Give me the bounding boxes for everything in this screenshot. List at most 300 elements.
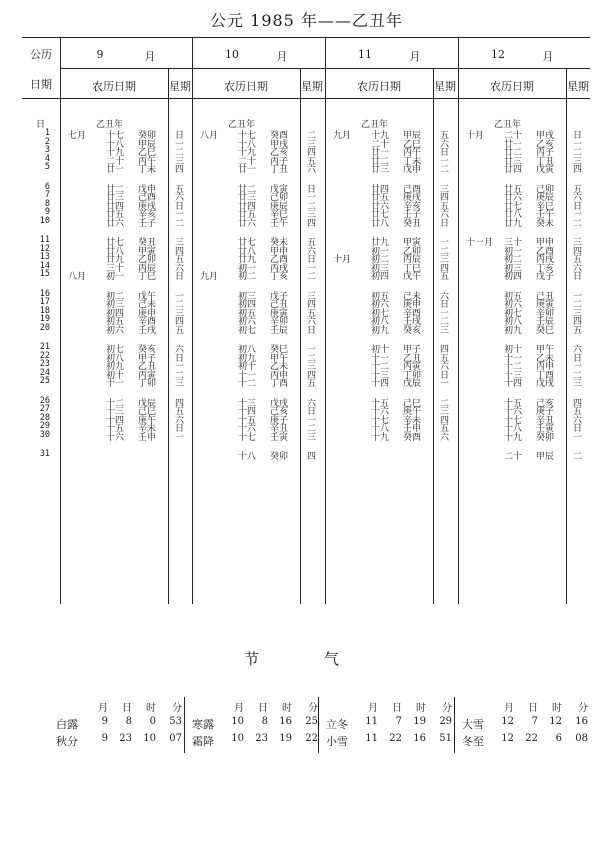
lunar-day: 初六	[238, 317, 257, 328]
jieqi-value: 12	[501, 733, 514, 744]
col-divider	[566, 68, 567, 604]
weekday: 六	[307, 246, 317, 257]
jieqi-title: 节 气	[244, 650, 369, 668]
ganzhi: 壬寅	[536, 424, 555, 435]
jieqi-head: 月	[234, 703, 244, 714]
day-number: 7	[44, 190, 50, 201]
col-divider	[60, 37, 61, 604]
weekday: 日	[307, 325, 317, 336]
lunar-day: 初六	[106, 325, 125, 336]
day-number: 9	[44, 207, 50, 218]
jieqi-value: 11	[365, 716, 378, 727]
ganzhi: 甲申	[270, 246, 289, 257]
ganzhi: 乙未	[270, 362, 289, 373]
lunar-day: 初七	[106, 345, 125, 355]
jieqi-name: 冬至	[462, 735, 484, 748]
weekday: 三	[307, 291, 317, 302]
lunar-day: 廿九	[106, 255, 125, 266]
ganzhi: 庚午	[403, 407, 422, 418]
ganzhi: 丙午	[138, 156, 157, 167]
lunar-day: 廿五	[106, 210, 125, 221]
weekday: 六	[307, 165, 317, 176]
weekday: 六	[573, 263, 583, 274]
lunar-day: 廿五	[371, 193, 390, 204]
lunar-day: 十八	[238, 452, 257, 462]
header-xingqi: 星期	[301, 80, 323, 93]
lunar-day: 初十	[238, 362, 257, 373]
weekday: 四	[440, 193, 450, 204]
day-number: 25	[39, 376, 50, 387]
ganzhi: 甲子	[403, 345, 422, 355]
weekday: 二	[307, 272, 317, 283]
weekday: 日	[307, 184, 317, 195]
day-number: 26	[39, 395, 50, 406]
ganzhi: 庚戌	[138, 201, 157, 212]
jieqi-name: 秋分	[56, 735, 78, 748]
weekday: 四	[440, 345, 450, 355]
weekday: 四	[307, 300, 317, 311]
ganzhi: 戊子	[270, 291, 289, 302]
ganzhi: 丙申	[270, 370, 289, 381]
weekday: 三	[440, 325, 450, 336]
day-number: 14	[39, 260, 50, 271]
day-number: 20	[39, 322, 50, 333]
lunar-day: 十六	[106, 432, 125, 443]
weekday: 二	[307, 131, 317, 141]
ganzhi: 壬戌	[138, 325, 157, 336]
lunar-day: 初一	[238, 263, 257, 274]
weekday: 六	[573, 415, 583, 426]
ganzhi: 己酉	[403, 184, 422, 195]
ganzhi: 乙未	[536, 353, 555, 364]
ganzhi: 癸丑	[403, 218, 422, 229]
weekday: 五	[573, 255, 583, 266]
jieqi-value: 22	[389, 733, 402, 744]
weekday: 五	[440, 131, 450, 141]
ganzhi: 乙酉	[536, 246, 555, 257]
jieqi-name: 小雪	[326, 735, 348, 748]
weekday: 日	[573, 272, 583, 283]
lunar-day: 廿九	[504, 218, 523, 229]
lunar-day: 十八	[238, 139, 257, 150]
weekday: 三	[175, 238, 185, 248]
weekday: 二	[175, 370, 185, 381]
ganzhi: 戊寅	[270, 184, 289, 195]
lunar-day: 十七	[504, 415, 523, 426]
weekday: 五	[440, 272, 450, 283]
lunar-day: 廿九	[238, 255, 257, 266]
ganzhi: 己巳	[403, 398, 422, 409]
lunar-day: 十七	[238, 432, 257, 443]
lunar-day: 廿八	[238, 246, 257, 257]
ganzhi: 丁未	[403, 156, 422, 167]
header-riqi: 日期	[30, 78, 52, 91]
lunar-day: 廿二	[238, 184, 257, 195]
jieqi-value: 08	[575, 733, 588, 744]
ganzhi: 癸未	[536, 218, 555, 229]
ganzhi: 壬申	[138, 432, 157, 443]
lunar-day: 十四	[504, 379, 523, 390]
ganzhi: 壬戌	[403, 317, 422, 328]
weekday: 六	[440, 291, 450, 302]
lunar-day: 初三	[504, 263, 523, 274]
day-number: 8	[44, 198, 50, 209]
header-month-unit: 月	[542, 50, 554, 63]
header-nongli: 农历日期	[357, 80, 401, 93]
ganzhi: 丁卯	[138, 379, 157, 390]
jieqi-value: 19	[413, 716, 426, 727]
day-number: 15	[39, 269, 50, 280]
ganzhi: 戊申	[138, 184, 157, 195]
ganzhi: 戊寅	[536, 165, 555, 176]
ganzhi: 甲午	[270, 353, 289, 364]
lunar-day: 十二	[106, 398, 125, 409]
ganzhi: 甲申	[536, 238, 555, 248]
day-number: 30	[39, 429, 50, 440]
day-number: 13	[39, 252, 50, 263]
jieqi-value: 0	[149, 716, 156, 727]
ganzhi: 癸卯	[138, 131, 157, 141]
lunar-day: 初四	[106, 308, 125, 319]
day-number: 24	[39, 367, 50, 378]
lunar-day: 初一	[371, 246, 390, 257]
weekday: 二	[307, 201, 317, 212]
jieqi-head: 分	[578, 703, 588, 714]
lunar-day: 十一	[106, 379, 125, 390]
weekday: 日	[175, 272, 185, 283]
lunar-day: 十一	[371, 353, 390, 364]
ganzhi: 丁酉	[270, 379, 289, 390]
header-month-unit: 月	[276, 50, 288, 63]
weekday: 二	[440, 398, 450, 409]
lunar-day: 廿四	[238, 201, 257, 212]
weekday: 日	[440, 218, 450, 229]
weekday: 一	[440, 238, 450, 248]
lunar-day: 十五	[106, 424, 125, 435]
jieqi-head: 日	[258, 703, 268, 714]
weekday: 五	[440, 353, 450, 364]
weekday: 三	[573, 308, 583, 319]
lunar-day: 初七	[238, 325, 257, 336]
lunar-day: 廿六	[106, 218, 125, 229]
header-gongli: 公历	[30, 48, 52, 61]
ganzhi: 己酉	[138, 193, 157, 204]
lunar-day: 廿八	[371, 218, 390, 229]
ganzhi: 癸巳	[536, 325, 555, 336]
lunar-day: 十八	[106, 139, 125, 150]
lunar-day: 十九	[106, 148, 125, 159]
lunar-day: 十九	[238, 148, 257, 159]
page-title: 公元 1985 年——乙丑年	[210, 11, 403, 30]
lunar-day: 十四	[371, 379, 390, 390]
ganzhi: 丙辰	[403, 255, 422, 266]
weekday: 三	[573, 238, 583, 248]
lunar-day: 廿九	[371, 238, 390, 248]
weekday: 五	[175, 184, 185, 195]
lunar-year-label: 乙丑年	[494, 120, 522, 130]
weekday: 二	[440, 246, 450, 257]
lunar-day: 十二	[238, 379, 257, 390]
weekday: 六	[175, 415, 185, 426]
weekday: 一	[573, 139, 583, 150]
weekday: 二	[175, 148, 185, 159]
jieqi-divider	[318, 697, 319, 753]
weekday: 五	[307, 156, 317, 167]
lunar-day: 廿四	[371, 184, 390, 195]
lunar-year-label: 乙丑年	[228, 120, 256, 130]
day-number: 28	[39, 412, 50, 423]
lunar-day: 二十	[238, 156, 257, 167]
jieqi-value: 23	[255, 733, 268, 744]
lunar-day: 初五	[504, 291, 523, 302]
jieqi-head: 日	[392, 703, 402, 714]
jieqi-head: 月	[98, 703, 108, 714]
ganzhi: 癸亥	[403, 325, 422, 336]
ganzhi: 甲寅	[138, 246, 157, 257]
lunar-day: 三十	[106, 263, 125, 274]
ganzhi: 己卯	[536, 184, 555, 195]
weekday: 四	[307, 452, 317, 462]
lunar-day: 十六	[238, 424, 257, 435]
day-number: 31	[39, 449, 50, 459]
ganzhi: 癸卯	[536, 432, 555, 443]
day-number: 21	[39, 342, 50, 352]
lunar-day: 初三	[371, 263, 390, 274]
ganzhi: 庚辰	[270, 201, 289, 212]
jieqi-head: 分	[442, 703, 452, 714]
weekday: 四	[573, 398, 583, 409]
weekday: 四	[440, 415, 450, 426]
lunar-day: 初十	[504, 345, 523, 355]
ganzhi: 甲寅	[403, 238, 422, 248]
lunar-day: 廿七	[238, 238, 257, 248]
ganzhi: 庚申	[403, 300, 422, 311]
ganzhi: 癸未	[270, 238, 289, 248]
weekday: 日	[307, 407, 317, 418]
ganzhi: 甲午	[536, 345, 555, 355]
jieqi-head: 月	[368, 703, 378, 714]
ganzhi: 乙巳	[403, 139, 422, 150]
ganzhi: 辛亥	[138, 210, 157, 221]
jieqi-value: 9	[101, 733, 108, 744]
ganzhi: 丙戌	[536, 255, 555, 266]
day-number: 12	[39, 243, 50, 254]
weekday: 二	[175, 218, 185, 229]
weekday: 日	[573, 424, 583, 435]
weekday: 三	[573, 379, 583, 390]
lunar-day: 十三	[238, 398, 257, 409]
ganzhi: 甲辰	[138, 139, 157, 150]
weekday: 三	[175, 308, 185, 319]
lunar-month-label: 十一月	[466, 238, 494, 248]
lunar-day: 二十	[371, 139, 390, 150]
header-nongli: 农历日期	[92, 80, 136, 93]
ganzhi: 己丑	[270, 300, 289, 311]
lunar-day: 十五	[371, 398, 390, 409]
weekday: 三	[440, 407, 450, 418]
weekday: 五	[573, 325, 583, 336]
header-month-unit: 月	[409, 50, 421, 63]
weekday: 日	[307, 255, 317, 266]
lunar-day: 廿七	[504, 201, 523, 212]
lunar-day: 初八	[106, 353, 125, 364]
lunar-day: 廿二	[504, 148, 523, 159]
ganzhi: 庚寅	[270, 308, 289, 319]
lunar-day: 十五	[238, 415, 257, 426]
weekday: 一	[307, 345, 317, 355]
day-number: 2	[44, 136, 50, 147]
ganzhi: 庚辰	[536, 193, 555, 204]
jieqi-value: 29	[439, 716, 452, 727]
lunar-day: 廿七	[106, 238, 125, 248]
lunar-day: 初五	[371, 291, 390, 302]
col-divider	[458, 37, 459, 604]
weekday: 二	[573, 218, 583, 229]
weekday: 日	[440, 370, 450, 381]
jieqi-name: 大雪	[462, 718, 484, 731]
ganzhi: 壬午	[536, 210, 555, 221]
weekday: 五	[307, 308, 317, 319]
ganzhi: 癸巳	[270, 345, 289, 355]
weekday: 三	[307, 432, 317, 443]
day-label-ri: 日	[36, 120, 46, 130]
weekday: 四	[175, 398, 185, 409]
weekday: 四	[440, 263, 450, 274]
lunar-day: 十四	[238, 407, 257, 418]
lunar-day: 廿七	[371, 210, 390, 221]
day-number: 11	[39, 235, 50, 245]
ganzhi: 己未	[403, 291, 422, 302]
ganzhi: 戊戌	[270, 398, 289, 409]
ganzhi: 壬子	[138, 218, 157, 229]
weekday: 二	[440, 165, 450, 176]
ganzhi: 庚申	[138, 308, 157, 319]
ganzhi: 丁丑	[270, 165, 289, 176]
day-number: 4	[44, 153, 50, 164]
ganzhi: 丙午	[403, 148, 422, 159]
day-number: 1	[44, 128, 50, 138]
col-divider	[300, 68, 301, 604]
weekday: 五	[307, 238, 317, 248]
lunar-day: 十九	[504, 432, 523, 443]
lunar-day: 十三	[106, 407, 125, 418]
lunar-day: 初四	[504, 272, 523, 283]
weekday: 日	[440, 148, 450, 159]
lunar-day: 初六	[371, 300, 390, 311]
lunar-day: 十七	[238, 131, 257, 141]
ganzhi: 戊戌	[536, 379, 555, 390]
ganzhi: 辛丑	[270, 424, 289, 435]
jieqi-value: 6	[555, 733, 562, 744]
jieqi-value: 23	[119, 733, 132, 744]
weekday: 三	[307, 139, 317, 150]
lunar-day: 三十	[504, 238, 523, 248]
day-number: 18	[39, 305, 50, 316]
weekday: 一	[175, 291, 185, 302]
jieqi-value: 10	[231, 733, 244, 744]
weekday: 六	[440, 362, 450, 373]
ganzhi: 丁巳	[403, 263, 422, 274]
ganzhi: 丁卯	[403, 370, 422, 381]
lunar-day: 十八	[371, 424, 390, 435]
weekday: 日	[573, 353, 583, 364]
weekday: 六	[307, 398, 317, 409]
ganzhi: 壬寅	[270, 432, 289, 443]
lunar-day: 初九	[371, 325, 390, 336]
weekday: 三	[175, 379, 185, 390]
weekday: 三	[307, 210, 317, 221]
jieqi-value: 7	[395, 716, 402, 727]
lunar-day: 廿三	[106, 193, 125, 204]
lunar-day: 初三	[106, 300, 125, 311]
lunar-day: 初五	[106, 317, 125, 328]
weekday: 六	[440, 432, 450, 443]
lunar-month-label: 八月	[68, 272, 87, 283]
day-number: 22	[39, 350, 50, 361]
lunar-month-label: 七月	[68, 131, 87, 141]
lunar-day: 廿一	[238, 165, 257, 176]
lunar-day: 廿三	[238, 193, 257, 204]
weekday: 五	[175, 325, 185, 336]
ganzhi: 壬午	[270, 218, 289, 229]
lunar-day: 十二	[504, 362, 523, 373]
ganzhi: 乙亥	[536, 139, 555, 150]
ganzhi: 己巳	[138, 407, 157, 418]
day-number: 17	[39, 297, 50, 308]
day-number: 3	[44, 145, 50, 156]
header-month-12: 12	[491, 48, 505, 61]
weekday: 一	[175, 210, 185, 221]
weekday: 日	[175, 424, 185, 435]
lunar-day: 廿三	[371, 165, 390, 176]
lunar-day: 初一	[106, 272, 125, 283]
weekday: 六	[175, 263, 185, 274]
ganzhi: 己未	[138, 300, 157, 311]
jieqi-value: 9	[101, 716, 108, 727]
jieqi-divider	[184, 697, 185, 753]
weekday: 四	[573, 165, 583, 176]
lunar-day: 初七	[504, 308, 523, 319]
weekday: 三	[307, 362, 317, 373]
jieqi-value: 10	[143, 733, 156, 744]
weekday: 一	[175, 432, 185, 443]
weekday: 二	[573, 300, 583, 311]
weekday: 四	[573, 317, 583, 328]
lunar-day: 十八	[504, 424, 523, 435]
lunar-day: 初二	[238, 272, 257, 283]
lunar-day: 十三	[371, 370, 390, 381]
ganzhi: 甲子	[138, 353, 157, 364]
lunar-day: 廿一	[106, 165, 125, 176]
col-divider	[192, 37, 193, 604]
jieqi-value: 10	[231, 716, 244, 727]
weekday: 六	[573, 345, 583, 355]
ganzhi: 辛亥	[403, 201, 422, 212]
jieqi-head: 分	[172, 703, 182, 714]
lunar-day: 廿四	[504, 165, 523, 176]
ganzhi: 丁巳	[138, 272, 157, 283]
ganzhi: 癸卯	[270, 452, 289, 462]
weekday: 五	[573, 407, 583, 418]
lunar-day: 二十	[504, 131, 523, 141]
weekday: 五	[573, 184, 583, 195]
ganzhi: 甲辰	[403, 131, 422, 141]
lunar-day: 十六	[371, 407, 390, 418]
lunar-month-label: 九月	[333, 131, 352, 141]
header-month-unit: 月	[144, 50, 156, 63]
day-number: 5	[44, 162, 50, 173]
ganzhi: 戊子	[536, 272, 555, 283]
